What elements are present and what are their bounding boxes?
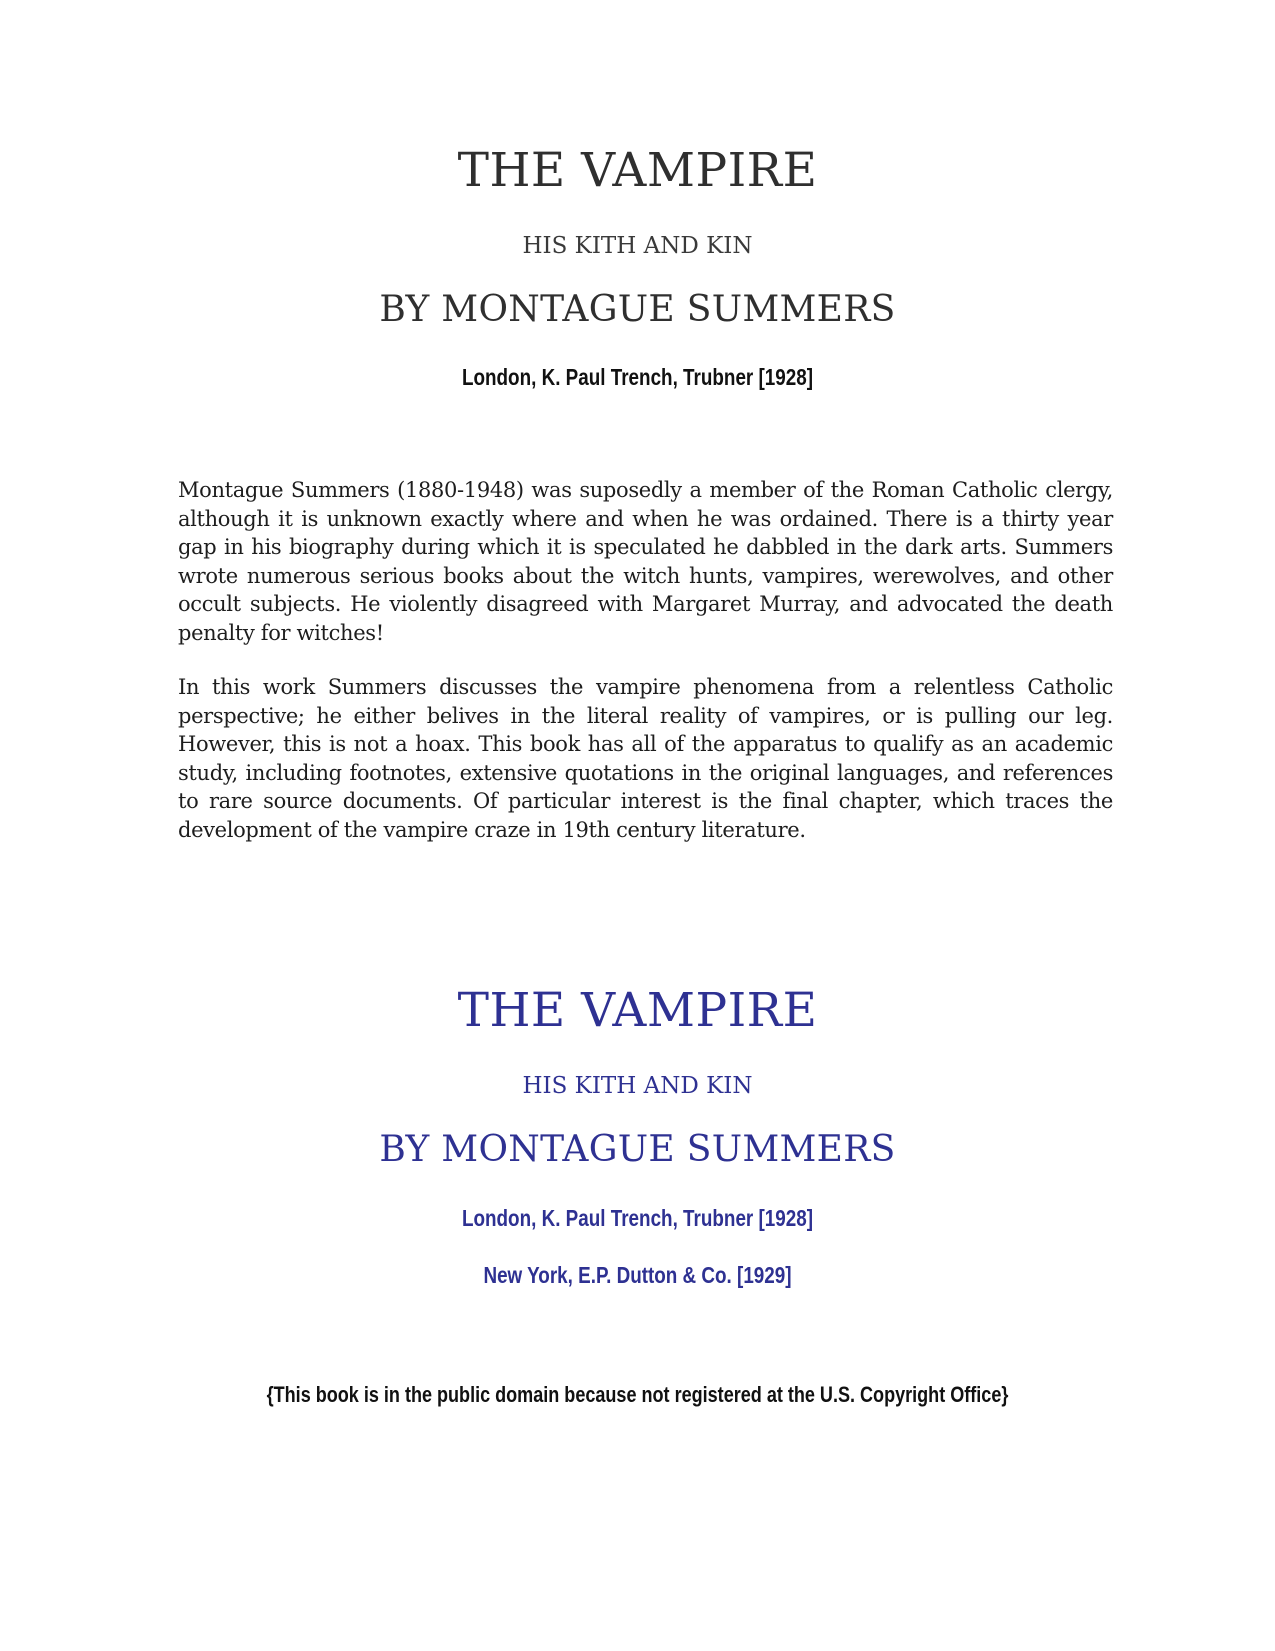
book-subtitle: HIS KITH AND KIN	[522, 233, 753, 259]
title-page-imprint-london: London, K. Paul Trench, Trubner [1928]	[461, 1205, 814, 1231]
book-title: THE VAMPIRE	[457, 143, 818, 198]
title-page-title: THE VAMPIRE	[457, 983, 818, 1038]
description-paragraph-2: In this work Summers discusses the vampire phenomena from a relentless Catholic perspective; he either belives in the literal reality of vampires, or is pulling our leg. However, this is not a hoax. This book has all of the apparatus to qualify as an academic study, including footnotes, extensive quotations in the original languages, and references to rare source documents. Of particular interest is the final chapter, which traces the development of the vampire craze in 19th century literature.	[178, 675, 1113, 842]
title-page-imprint-newyork: New York, E.P. Dutton & Co. [1929]	[483, 1262, 792, 1288]
book-author: BY MONTAGUE SUMMERS	[379, 289, 896, 330]
title-page-subtitle: HIS KITH AND KIN	[522, 1073, 753, 1099]
description-paragraph-1: Montague Summers (1880-1948) was suposedly a member of the Roman Catholic clergy, although it is unknown exactly where and when he was ordained. There is a thirty year gap in his biography during which it is speculated he dabbled in the dark arts. Summers wrote numerous serious books about the witch hunts, vampires, werewolves, and other occult subjects. He violently disagreed with Margaret Murray, and advocated the death penalty for witches!	[178, 478, 1113, 645]
title-page-author: BY MONTAGUE SUMMERS	[379, 1129, 896, 1170]
book-imprint: London, K. Paul Trench, Trubner [1928]	[461, 364, 814, 390]
copyright-notice: {This book is in the public domain because not registered at the U.S. Copyright Office}	[266, 1382, 1009, 1407]
